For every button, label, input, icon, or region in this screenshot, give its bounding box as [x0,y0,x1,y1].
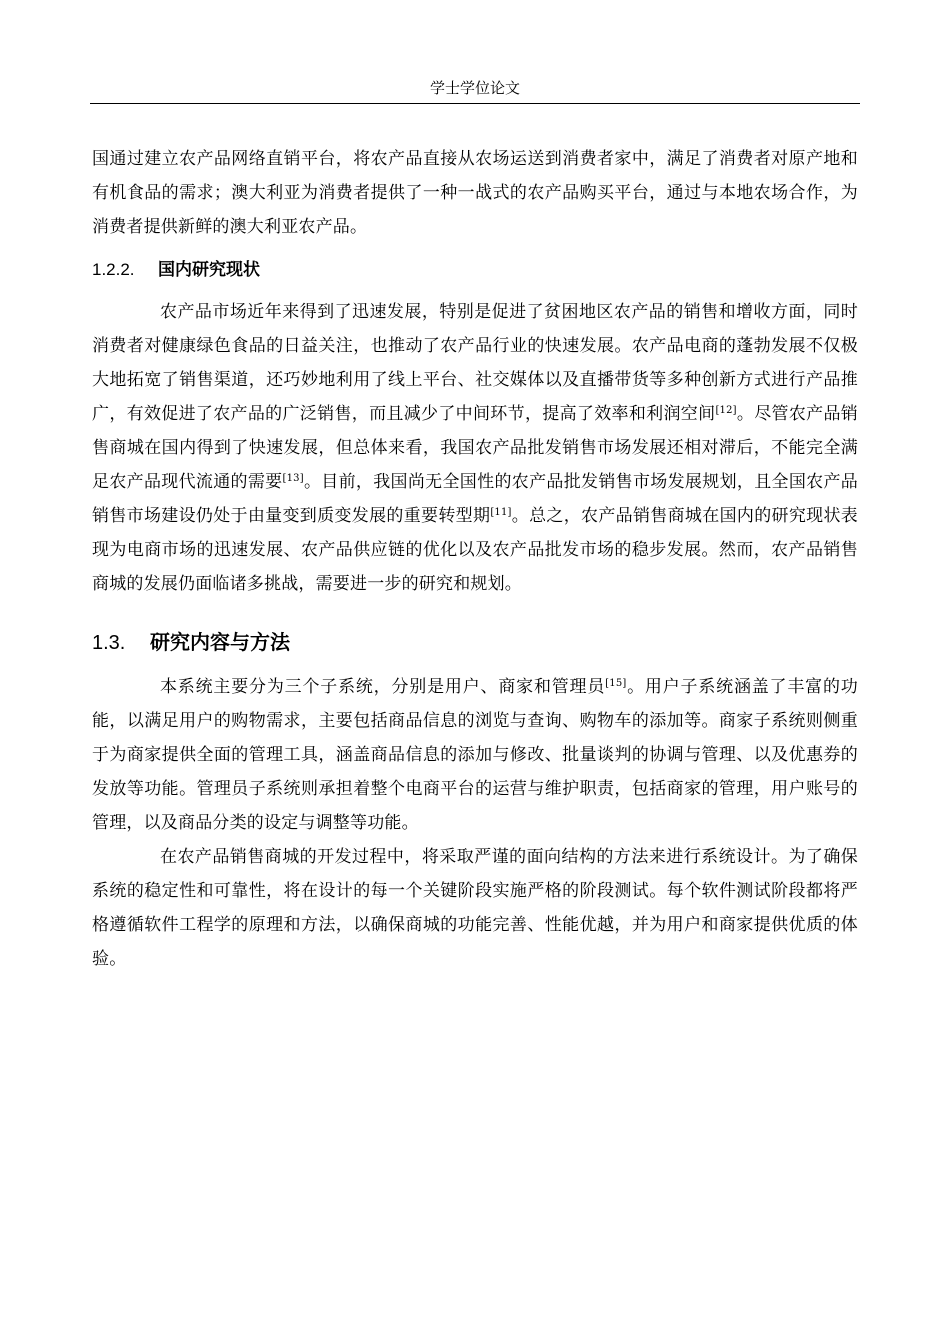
section-heading-1-3 [92,625,858,660]
citation-ref: [12] [715,405,737,416]
text-run: 。目前，我国尚无全国性的农产品批发销售市场发展规划，且全国农产品销售市场建设仍处于由量变到质变发展的重要转型期 [92,472,858,526]
paragraph-intro: 国通过建立农产品网络直销平台，将农产品直接从农场运送到消费者家中，满足了消费者对原产地和有机食品的需求；澳大利亚为消费者提供了一种一战式的农产品购买平台，通过与本地农场合作，为消费者提供新鲜的澳大利亚农产品。 [92,149,858,237]
paragraph-development-method: 在农产品销售商城的开发过程中，将采取严谨的面向结构的方法来进行系统设计。为了确保系统的稳定性和可靠性，将在设计的每一个关键阶段实施严格的阶段测试。每个软件测试阶段都将严格遵循软件工程学的原理和方法，以确保商城的功能完善、性能优越，并为用户和商家提供优质的体验。 [92,847,858,969]
section-number: 1.2.2. [92,260,135,279]
paragraph-system-overview [92,670,858,840]
text-run: 。尽管农产品销售商城在国内得到了快速发展，但总体来看，我国农产品批发销售市场发展还相对滞后，不能完全满足农产品现代流通的需要 [92,404,858,492]
section-title: 研究内容与方法 [150,630,290,654]
text-run: 农产品市场近年来得到了迅速发展，特别是促进了贫困地区农产品的销售和增收方面，同时消费者对健康绿色食品的日益关注，也推动了农产品行业的快速发展。农产品电商的蓬勃发展不仅极大地拓宽了销售渠道，还巧妙地利用了线上平台、社交媒体以及直播带货等多种创新方式进行产品推广，有效促进了农产品的广泛销售，而且减少了中间环节，提高了效率和利润空间 [92,302,858,424]
header-rule [90,103,860,104]
text-run: 本系统主要分为三个子系统，分别是用户、商家和管理员 [160,677,606,697]
section-number: 1.3. [92,632,126,654]
page-body [92,142,858,976]
text-run: 。用户子系统涵盖了丰富的功能，以满足用户的购物需求，主要包括商品信息的浏览与查询、购物车的添加等。商家子系统则侧重于为商家提供全面的管理工具，涵盖商品信息的添加与修改、批量谈判的协调与管理、以及优惠券的发放等功能。管理员子系统则承担着整个电商平台的运营与维护职责，包括商家的管理，用户账号的管理，以及商品分类的设定与调整等功能。 [92,677,858,833]
section-heading-1-2-2 [92,253,858,287]
text-run: 。总之，农产品销售商城在国内的研究现状表现为电商市场的迅速发展、农产品供应链的优化以及农产品批发市场的稳步发展。然而，农产品销售商城的发展仍面临诸多挑战，需要进一步的研究和规划。 [92,506,858,594]
citation-ref: [15] [605,678,627,689]
citation-ref: [13] [282,473,304,484]
section-title: 国内研究现状 [158,260,260,280]
running-header: 学士学位论文 [429,79,520,97]
citation-ref: [11] [490,507,512,518]
paragraph-domestic-research [92,295,858,601]
